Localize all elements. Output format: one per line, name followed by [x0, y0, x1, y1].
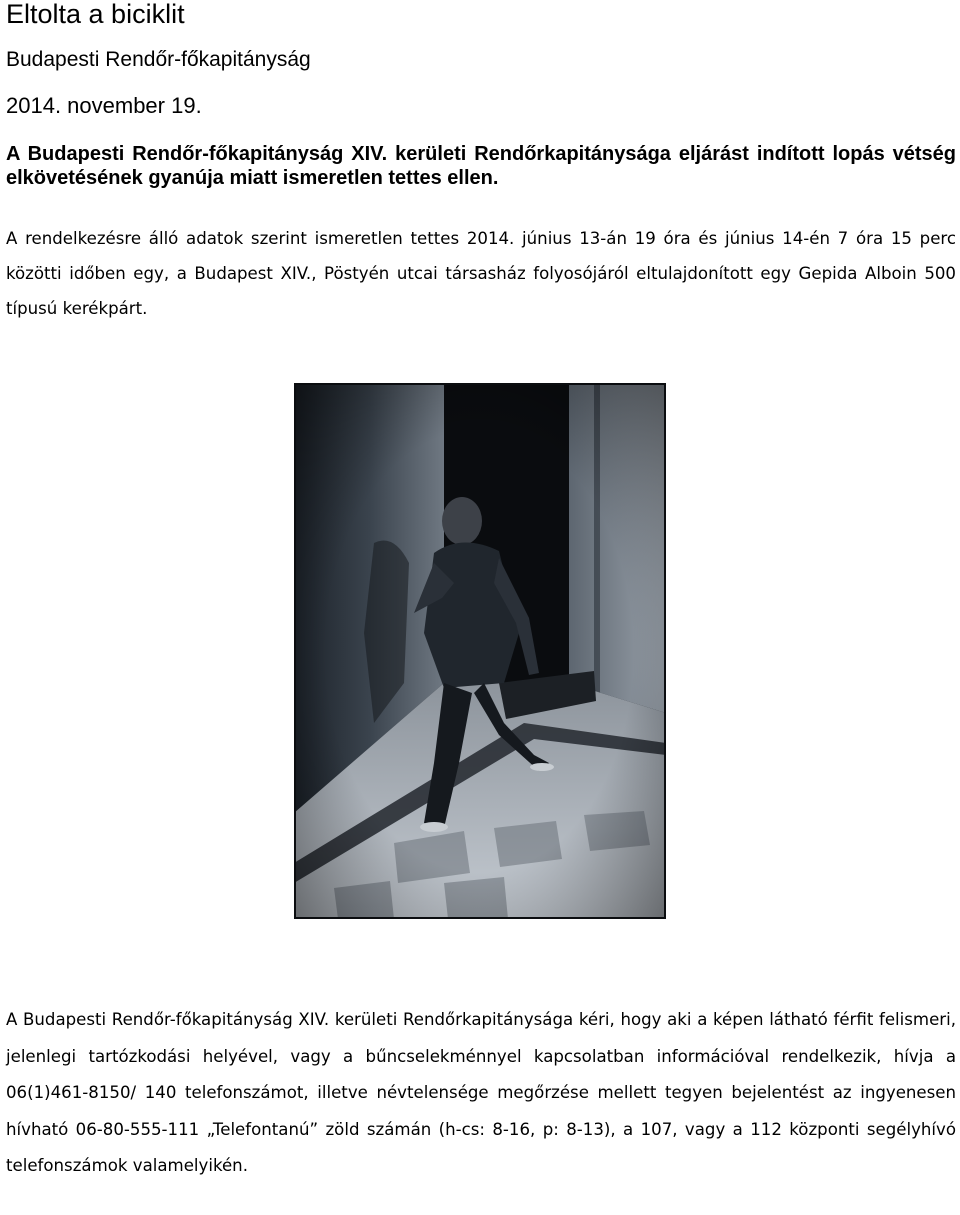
- article-title: Eltolta a biciklit: [6, 0, 185, 29]
- cctv-image-illustration: [294, 383, 666, 919]
- suspect-cctv-photo: [294, 383, 666, 919]
- organization-name: Budapesti Rendőr-főkapitányság: [6, 48, 311, 71]
- article-paragraph-appeal: A Budapesti Rendőr-főkapitányság XIV. kerületi Rendőrkapitánysága kéri, hogy aki a képen látható férfit felismeri, jelenlegi tartózkodási helyével, vagy a bűncselekménnyel kapcsolatban információval rendelkezik, hívja a 06(1)461-8150/ 140 telefonszámot, illetve névtelensége megőrzése mellett tegyen bejelentést az ingyenesen hívható 06-80-555-111 „Telefontanú” zöld számán (h-cs: 8-16, p: 8-13), a 107, vagy a 112 központi segélyhívó telefonszámok valamelyikén.: [6, 1010, 956, 1176]
- article-paragraph-incident: A rendelkezésre álló adatok szerint ismeretlen tettes 2014. június 13-án 19 óra és június 14-én 7 óra 15 perc közötti időben egy, a Budapest XIV., Pöstyén utcai társasház folyosójáról eltulajdonított egy Gepida Alboin 500 típusú kerékpárt.: [6, 229, 956, 318]
- publication-date: 2014. november 19.: [6, 93, 202, 118]
- article-lead: A Budapesti Rendőr-főkapitányság XIV. kerületi Rendőrkapitánysága eljárást indított lopás vétség elkövetésének gyanúja miatt ismeretlen tettes ellen.: [6, 143, 956, 189]
